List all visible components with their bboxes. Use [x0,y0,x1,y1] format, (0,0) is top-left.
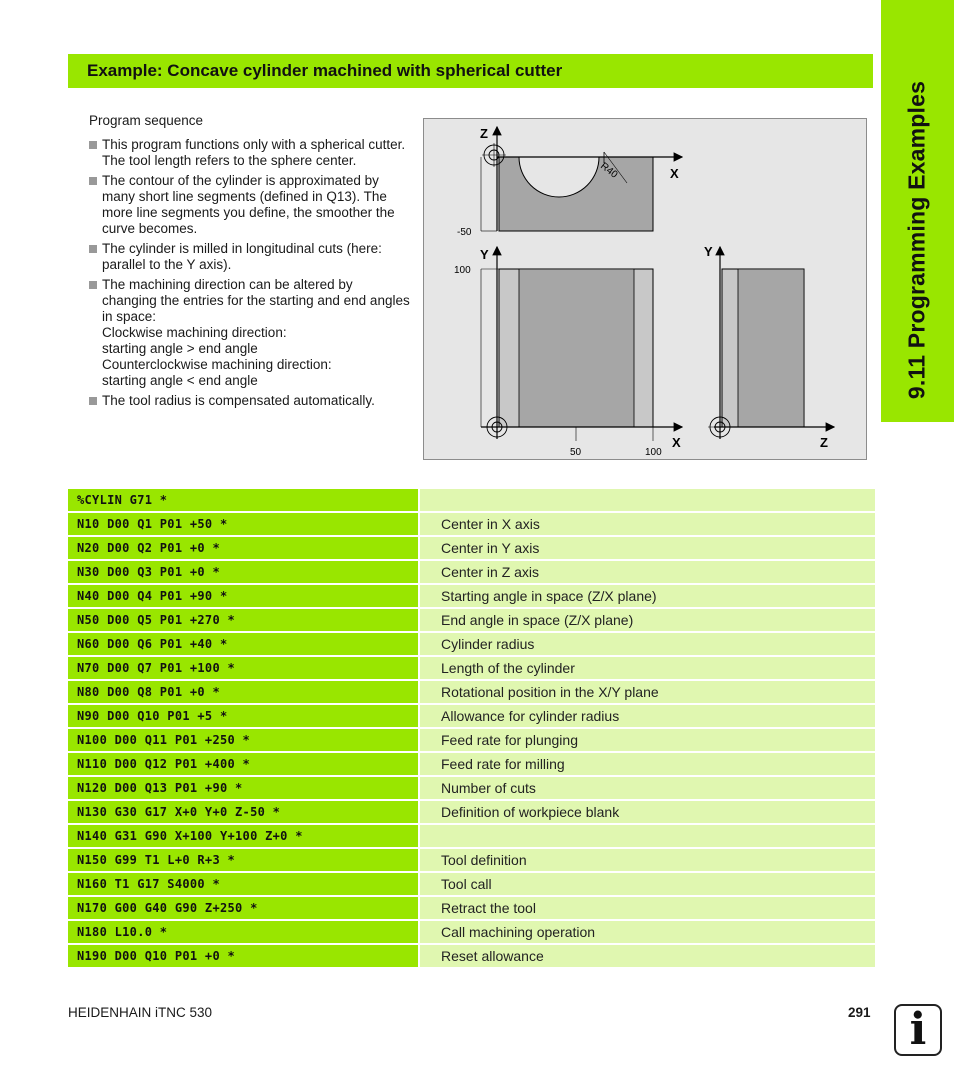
front-view-x-label: X [672,435,681,450]
table-row [68,609,875,633]
nc-comment-cell: Definition of workpiece blank [420,801,875,825]
top-view-blank [499,157,653,231]
height-label: 100 [454,265,471,276]
bullet-square-icon [89,281,97,289]
nc-code-cell: N60 D00 Q6 P01 +40 * [68,633,420,657]
table-row [68,801,875,825]
section-title-bar [68,54,873,88]
chapter-tab [881,0,954,422]
nc-comment-cell: Tool call [420,873,875,897]
bullet-square-icon [89,397,97,405]
nc-comment-cell: Reset allowance [420,945,875,969]
nc-code-cell: N130 G30 G17 X+0 Y+0 Z-50 * [68,801,420,825]
table-row [68,537,875,561]
ccw-rule: starting angle < end angle [102,373,258,388]
table-row [68,897,875,921]
nc-comment-cell [420,489,875,513]
ccw-label: Counterclockwise machining direction: [102,357,332,372]
nc-code-cell: %CYLIN G71 * [68,489,420,513]
nc-code-cell: N90 D00 Q10 P01 +5 * [68,705,420,729]
nc-code-cell: N40 D00 Q4 P01 +90 * [68,585,420,609]
chapter-tab-label: 9.11 Programming Examples [903,80,930,400]
side-view-y-label: Y [704,244,713,259]
nc-code-cell: N50 D00 Q5 P01 +270 * [68,609,420,633]
table-row [68,513,875,537]
depth-label: -50 [457,227,472,238]
nc-comment-cell: Center in Y axis [420,537,875,561]
section-title: Example: Concave cylinder machined with spherical cutter [87,61,563,80]
nc-comment-cell: Center in X axis [420,513,875,537]
list-item: The contour of the cylinder is approximated by many short line segments (defined in Q13). The more line segments you define, the smoother the curve becomes. [89,173,411,237]
table-row [68,777,875,801]
list-item: The machining direction can be altered by changing the entries for the starting and end angles in space: Clockwise machining direction: starting angle > end angle Counterclockwise machining direction: starting angle < end angle [89,277,411,389]
front-view-y-label: Y [480,247,489,262]
x50-label: 50 [570,447,582,458]
nc-comment-cell: Number of cuts [420,777,875,801]
nc-code-cell: N20 D00 Q2 P01 +0 * [68,537,420,561]
table-row [68,633,875,657]
table-row [68,729,875,753]
nc-comment-cell: Center in Z axis [420,561,875,585]
bullet-square-icon [89,141,97,149]
nc-comment-cell: Length of the cylinder [420,657,875,681]
nc-comment-cell: Feed rate for plunging [420,729,875,753]
nc-code-cell: N160 T1 G17 S4000 * [68,873,420,897]
cw-rule: starting angle > end angle [102,341,258,356]
nc-comment-cell: Starting angle in space (Z/X plane) [420,585,875,609]
table-row [68,921,875,945]
nc-code-cell: N190 D00 Q10 P01 +0 * [68,945,420,969]
radius-label: R40 [598,160,620,181]
nc-code-cell: N120 D00 Q13 P01 +90 * [68,777,420,801]
nc-code-cell: N170 G00 G40 G90 Z+250 * [68,897,420,921]
nc-comment-cell: Retract the tool [420,897,875,921]
nc-code-cell: N140 G31 G90 X+100 Y+100 Z+0 * [68,825,420,849]
side-view-z-label: Z [820,435,828,450]
nc-code-cell: N80 D00 Q8 P01 +0 * [68,681,420,705]
table-row [68,705,875,729]
nc-code-cell: N30 D00 Q3 P01 +0 * [68,561,420,585]
table-row [68,849,875,873]
nc-code-cell: N110 D00 Q12 P01 +400 * [68,753,420,777]
table-row [68,489,875,513]
bullet-square-icon [89,245,97,253]
nc-code-cell: N180 L10.0 * [68,921,420,945]
side-view-groove [738,269,804,427]
table-row [68,561,875,585]
cw-label: Clockwise machining direction: [102,325,287,340]
nc-comment-cell: Allowance for cylinder radius [420,705,875,729]
footer-product: HEIDENHAIN iTNC 530 [68,1005,213,1020]
page-number: 291 [848,1005,871,1020]
table-row [68,681,875,705]
table-row [68,657,875,681]
nc-comment-cell: Tool definition [420,849,875,873]
bullet-square-icon [89,177,97,185]
table-row [68,585,875,609]
nc-code-cell: N10 D00 Q1 P01 +50 * [68,513,420,537]
nc-code-cell: N150 G99 T1 L+0 R+3 * [68,849,420,873]
table-row [68,945,875,969]
x100-label: 100 [645,447,662,458]
nc-comment-cell: End angle in space (Z/X plane) [420,609,875,633]
info-icon [894,1004,942,1056]
nc-program-table [68,489,875,969]
nc-comment-cell: Rotational position in the X/Y plane [420,681,875,705]
list-item: This program functions only with a spherical cutter. The tool length refers to the sphere center. [89,137,411,169]
nc-comment-cell: Cylinder radius [420,633,875,657]
list-item: The tool radius is compensated automatically. [89,393,411,409]
workpiece-drawing [424,119,868,461]
program-sequence-list [89,137,411,413]
nc-comment-cell [420,825,875,849]
table-row [68,753,875,777]
nc-comment-cell: Call machining operation [420,921,875,945]
info-icon-glyph: i [909,1004,927,1055]
list-item: The cylinder is milled in longitudinal cuts (here: parallel to the Y axis). [89,241,411,273]
table-row [68,873,875,897]
front-view-groove [519,269,634,427]
nc-comment-cell: Feed rate for milling [420,753,875,777]
table-row [68,825,875,849]
nc-code-cell: N70 D00 Q7 P01 +100 * [68,657,420,681]
program-sequence-heading: Program sequence [89,113,204,128]
nc-code-cell: N100 D00 Q11 P01 +250 * [68,729,420,753]
top-view-z-label: Z [480,126,488,141]
top-view-x-label: X [670,166,679,181]
workpiece-figure [423,118,867,460]
